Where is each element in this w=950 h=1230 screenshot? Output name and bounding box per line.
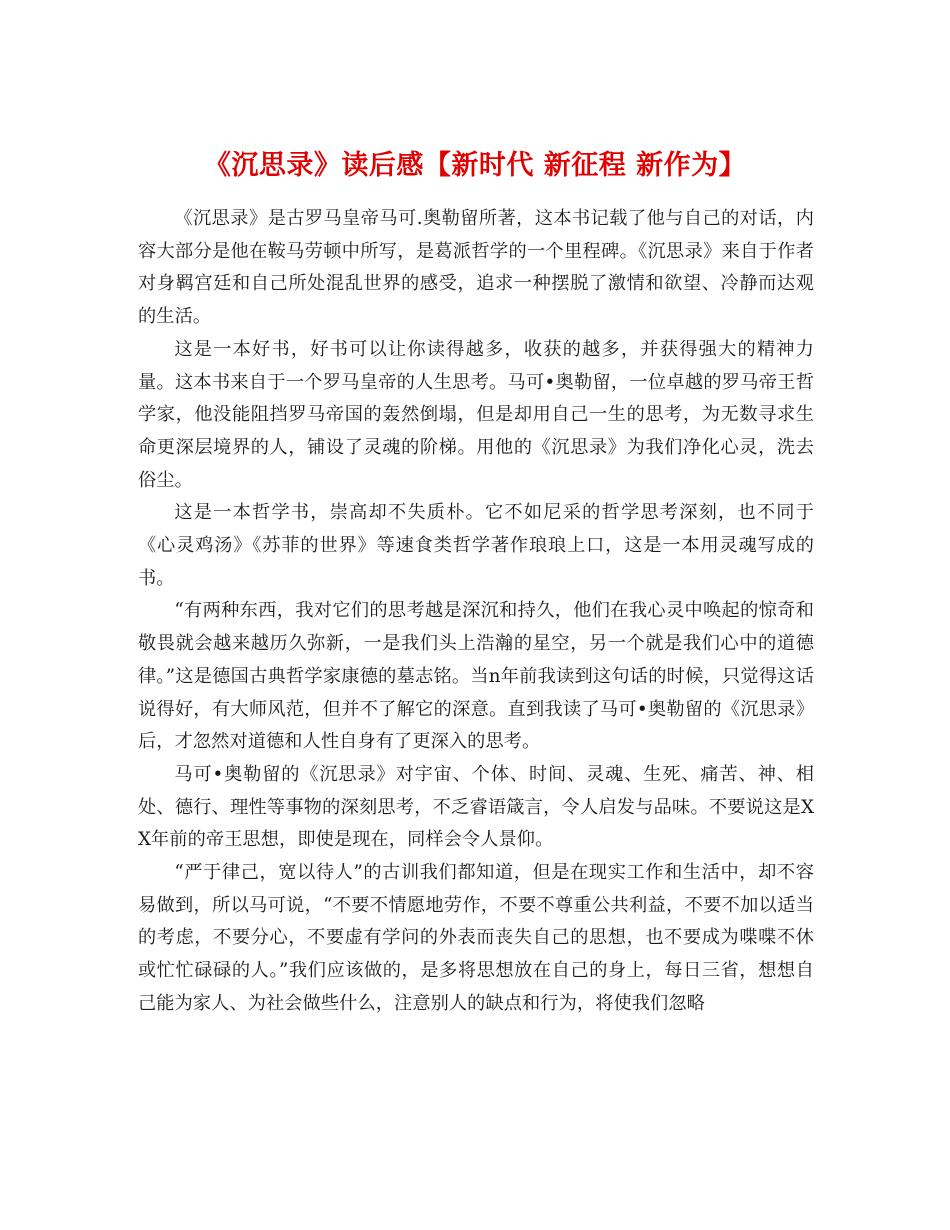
paragraph-6: “严于律己，宽以待人”的古训我们都知道，但是在现实工作和生活中，却不容易做到，所以马可说，“不要不情愿地劳作，不要不尊重公共利益，不要不加以适当的考虑，不要分心，不要虚有学问的外表而丧失自己的思想，也不要成为喋喋不休或忙忙碌碌的人。”我们应该做的，是多将思想放在自己的身上，每日三省，想想自己能为家人、为社会做些什么，注意别人的缺点和行为，将使我们忽略 — [138, 862, 814, 1014]
paragraph-5: 马可•奥勒留的《沉思录》对宇宙、个体、时间、灵魂、生死、痛苦、神、相处、德行、理性等事物的深刻思考，不乏睿语箴言，令人启发与品味。不要说这是XX年前的帝王思想，即使是现在，同样会令人景仰。 — [138, 763, 814, 851]
paragraph-3: 这是一本哲学书，崇高却不失质朴。它不如尼采的哲学思考深刻，也不同于《心灵鸡汤》《苏菲的世界》等速食类哲学著作琅琅上口，这是一本用灵魂写成的书。 — [138, 502, 814, 589]
document-title: 《沉思录》读后感【新时代 新征程 新作为】 — [203, 150, 747, 182]
paragraph-4: “有两种东西，我对它们的思考越是深沉和持久，他们在我心灵中唤起的惊奇和敬畏就会越来越历久弥新，一是我们头上浩瀚的星空，另一个就是我们心中的道德律。”这是德国古典哲学家康德的墓志铭。当n年前我读到这句话的时候，只觉得这话说得好，有大师风范，但并不了解它的深意。直到我读了马可•奥勒留的《沉思录》后，才忽然对道德和人性自身有了更深入的思考。 — [138, 600, 814, 753]
paragraph-1: 《沉思录》是古罗马皇帝马可.奥勒留所著，这本书记载了他与自己的对话，内容大部分是他在鞍马劳顿中所写，是葛派哲学的一个里程碑。《沉思录》来自于作者对身羁宫廷和自己所处混乱世界的感受，追求一种摆脱了激情和欲望、冷静而达观的生活。 — [138, 208, 814, 328]
paragraph-2: 这是一本好书，好书可以让你读得越多，收获的越多，并获得强大的精神力量。这本书来自于一个罗马皇帝的人生思考。马可•奥勒留，一位卓越的罗马帝王哲学家，他没能阻挡罗马帝国的轰然倒塌，但是却用自己一生的思考，为无数寻求生命更深层境界的人，铺设了灵魂的阶梯。用他的《沉思录》为我们净化心灵，洗去俗尘。 — [138, 338, 814, 491]
document-body — [138, 203, 814, 1021]
